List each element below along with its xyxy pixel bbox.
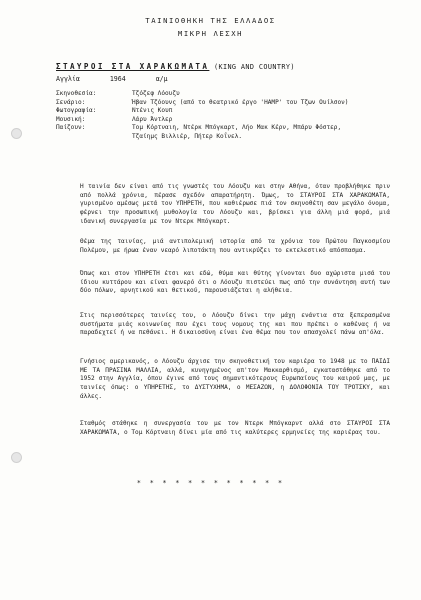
credit-value: Τομ Κόρτναιη, Ντέρκ Μπόγκαρτ, Λήο Μακ Κέρν, Μπάρυ Φόστερ, Τζαίημς Βιλλιέρ, Πήτερ Κοΐνελ. <box>132 124 342 140</box>
credit-label: Μουσική: <box>56 115 86 123</box>
footer-stars: * * * * * * * * * * * * <box>136 479 285 487</box>
film-color: α/μ <box>155 75 168 83</box>
credit-cast <box>56 124 396 141</box>
body-paragraph: Η ταινία δεν είναι από τις γνωστές του Λόουζυ και στην Αθήνα, όταν προβλήθηκε πριν από πολλά χρόνια, πέρασε σχεδόν απαρατήρητη. Όμως, το ΣΤΑΥΡΟΙ ΣΤΑ ΧΑΡΑΚΩΜΑΤΑ, γυρισμένο αμέσως μετά τον ΥΠΗΡΕΤΗ, που καθιέρωσε πιά τον σκηνοθέτη σαν μεγάλο όνομα, φέρνει την προσωπική μυθολογία του Λόουζυ και, βρίσκει για άλλη μιά φορά, μιά ιδανική συνεργασία με τον Ντερκ Μπόγκαρτ. <box>80 183 390 225</box>
film-title-row <box>56 62 295 71</box>
punch-hole <box>11 452 22 463</box>
header-club-name: ΜΙΚΡΗ ΛΕΣΧΗ <box>177 29 244 38</box>
film-country: Αγγλία <box>56 75 80 83</box>
credit-label: Παίζουν: <box>56 124 86 132</box>
film-year: 1964 <box>109 75 126 83</box>
credit-value: Τζόζεφ Λόουζυ <box>132 90 180 97</box>
body-paragraph: Στις περισσότερες ταινίες του, ο Λόουζυ δίνει την μάχη ενάντια στα ξεπερασμένα συστήματα μιάς κοινωνίας που έχει τους νομους της και που πρέπει ο καθένας ή να παραδεχτεί ή να πεθάνει. Η δικαιοσύνη είναι ένα θέμα που τον απασχολεί πάνω απ'όλα. <box>80 312 390 337</box>
credit-director <box>56 90 396 99</box>
body-paragraph: Όπως και στον ΥΠΗΡΕΤΗ έτσι και εδώ, θύμα και θύτης γίνονται δυο αχώριστα μισά του ίδιου κυττάρου και είναι φανερό ότι ο Λόουζυ πιστεύει πως από την συνάντηση αυτή των δύο πόλων, αρνητικού και θετικού, παρουσιάζεται η αλήθεια. <box>80 270 390 295</box>
credit-screenplay <box>56 99 396 108</box>
credit-label: Φωτογραφία: <box>56 107 97 115</box>
film-original-title: (KING AND COUNTRY) <box>213 63 295 71</box>
film-meta <box>56 75 194 83</box>
body-paragraph: Γνήσιος αμερικανός, ο Λόουζυ άρχισε την σκηνοθετική του καριέρα το 1948 με το ΠΑΙΔΙ ΜΕ ΤΑ ΠΡΑΣΙΝΑ ΜΑΛΛΙΑ, αλλά, κυνηγημένος απ'τον Μακκαρθισμό, εγκαταστάθηκε από το 1952 στην Αγγλία, όπου έγινε από τους σημαντικότερους Ευρωπαίους του καιρού μας, με ταινίες όπως: ο ΥΠΗΡΕΤΗΣ, το ΔΥΣΤΥΧΗΜΑ, ο ΜΕΣΑΖΩΝ, η ΔΟΛΟΦΟΝΙΑ ΤΟΥ ΤΡΟΤΣΚΥ, και άλλες. <box>80 358 390 400</box>
credit-value: Ήβαν Τζόουνς (από το θεατρικό έργο 'HAMP' του Τζων Ουίλσον) <box>132 98 349 106</box>
punch-hole <box>11 128 22 139</box>
credit-label: Σενάριο: <box>56 98 86 106</box>
credit-value: Λάρυ Άντλερ <box>132 115 173 123</box>
body-paragraph: Θέμα της ταινίας, μιά αντιπολεμική ιστορία από τα χρόνια του Πρώτου Παγκοσμίου Πολέμου, με ήρωα έναν νεαρό λιποτάκτη που αντικρύζει το εκτελεστικό απόσπασμα. <box>80 238 390 254</box>
credit-value: Ντένις Κουπ <box>132 107 173 115</box>
credit-label: Σκηνοθεσία: <box>56 90 97 97</box>
credit-photography <box>56 107 396 116</box>
header-archive-name: ΤΑΙΝΙΟΘΗΚΗ ΤΗΣ ΕΛΛΑΔΟΣ <box>145 16 276 25</box>
credits-list <box>56 90 396 142</box>
body-paragraph: Σταθμός στάθηκε η συνεργασία του με τον Ντερκ Μπόγκαρντ αλλά στο ΣΤΑΥΡΟΙ ΣΤΑ ΧΑΡΑΚΩΜΑΤΑ, ο Τομ Κόρτναιη δίνει μία από τις καλύτερες ερμηνείες της καριέρας του. <box>80 420 390 436</box>
film-title: ΣΤΑΥΡΟΙ ΣΤΑ ΧΑΡΑΚΩΜΑΤΑ <box>56 62 210 71</box>
